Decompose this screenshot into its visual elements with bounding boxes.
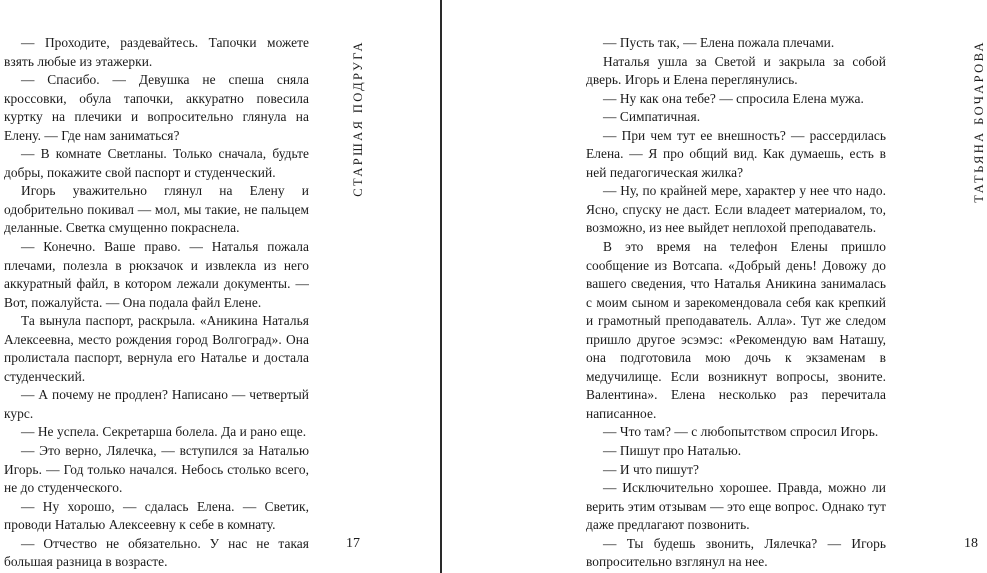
paragraph: — Симпатичная. — [603, 109, 701, 125]
paragraph: — Пишут про Наталью. — [603, 443, 742, 459]
right-page — [443, 0, 986, 573]
paragraph: — Не успела. Секретарша болела. Да и рано еще. — [21, 424, 307, 440]
paragraph: — Исключительно хорошее. Правда, можно ли верить этим отзывам — это еще вопрос. Однако тут даже предлагают позвонить. — [586, 480, 886, 533]
paragraph: — Ну, по крайней мере, характер у нее что надо. Ясно, спуску не даст. Если владеет материалом, то, возможно, из нее выйдет неплохой преподаватель. — [586, 183, 886, 236]
paragraph: В это время на телефон Елены пришло сообщение из Вотсапа. «Добрый день! Довожу до вашего сведения, что Наталья Аникина занималась с моим сыном и зарекомендовала себя как крепкий и грамотный преподаватель. Алла». Тут же следом пришло другое эсэмэс: «Рекомендую вам Наташу, она подготовила мою дочь к экзаменам в медучилище. Если возникнут вопросы, звоните. Валентина». Елена несколько раз перечитала написанное. — [586, 239, 886, 421]
page-number: 17 — [346, 536, 360, 551]
page-number: 18 — [964, 536, 978, 551]
book-spine-divider — [440, 0, 442, 573]
paragraph: — Это верно, Лялечка, — вступился за Наталью Игорь. — Год только начался. Небось столько всего, не до студенческого. — [4, 443, 309, 496]
paragraph: — Спасибо. — Девушка не спеша сняла кроссовки, обула тапочки, аккуратно повесила куртку на плечики и вопросительно глянула на Елену. — Где нам заниматься? — [4, 72, 309, 143]
paragraph: — И что пишут? — [603, 461, 700, 477]
paragraph: — В комнате Светланы. Только сначала, будьте добры, покажите свой паспорт и студенческий. — [4, 146, 309, 180]
paragraph: Игорь уважительно глянул на Елену и одобрительно покивал — мол, мы такие, не пальцем деланные. Светка смущенно покраснела. — [4, 183, 309, 236]
running-head-book-title: СТАРШАЯ ПОДРУГА — [351, 40, 365, 197]
left-page-text — [4, 34, 309, 572]
running-head-author: ТАТЬЯНА БОЧАРОВА — [972, 40, 986, 203]
paragraph: Наталья ушла за Светой и закрыла за собой дверь. Игорь и Елена переглянулись. — [586, 53, 886, 88]
right-page-text — [586, 34, 886, 572]
paragraph: — Что там? — с любопытством спросил Игорь. — [603, 424, 879, 440]
paragraph: — А почему не продлен? Написано — четвертый курс. — [4, 387, 309, 421]
paragraph: — При чем тут ее внешность? — рассердилась Елена. — Я про общий вид. Как думаешь, есть в ней педагогическая жилка? — [586, 127, 886, 180]
paragraph: Та вынула паспорт, раскрыла. «Аникина Наталья Алексеевна, место рождения город Волгоград». Она пролистала паспорт, вернула его Наталье и достала студенческий. — [4, 313, 309, 384]
paragraph: — Проходите, раздевайтесь. Тапочки можете взять любые из этажерки. — [4, 35, 309, 69]
paragraph: — Пусть так, — Елена пожала плечами. — [603, 35, 835, 50]
left-page — [0, 0, 441, 573]
paragraph: — Ну хорошо, — сдалась Елена. — Светик, проводи Наталью Алексеевну к себе в комнату. — [4, 498, 309, 533]
paragraph: — Ну как она тебе? — спросила Елена мужа. — [603, 90, 864, 106]
paragraph: — Отчество не обязательно. У нас не такая большая разница в возрасте. — [4, 535, 309, 570]
paragraph: — Конечно. Ваше право. — Наталья пожала плечами, полезла в рюкзачок и извлекла из него аккуратный файл, в котором лежали документы. — Вот, пожалуйста. — Она подала файл Елене. — [4, 239, 309, 310]
paragraph: — Ты будешь звонить, Лялечка? — Игорь вопросительно взглянул на нее. — [586, 535, 886, 570]
